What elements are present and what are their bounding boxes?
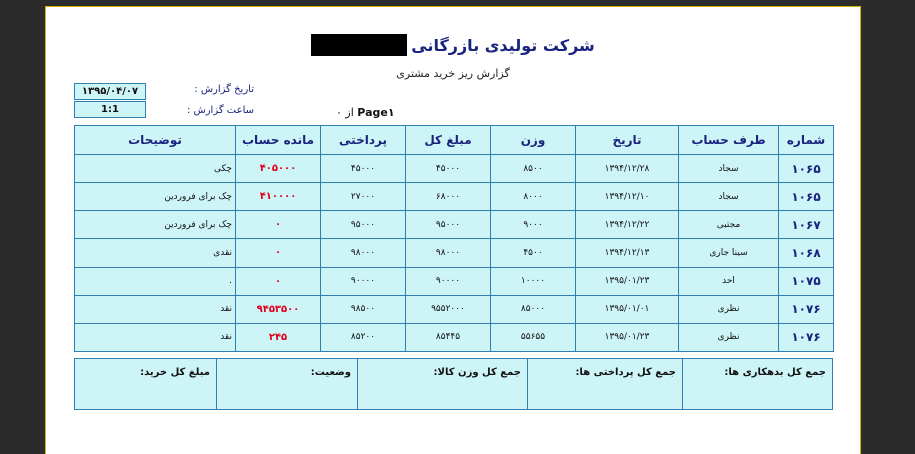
total-weight-label: جمع کل وزن کالا: xyxy=(357,359,527,409)
cell-party: سینا جاری xyxy=(679,239,779,267)
col-header-total: مبلغ کل xyxy=(406,126,491,155)
page-of-label: از xyxy=(345,106,354,119)
col-header-party: طرف حساب xyxy=(679,126,779,155)
cell-party: مجتبی xyxy=(679,211,779,239)
cell-description: چک برای فروردین xyxy=(75,211,236,239)
table-row xyxy=(75,155,834,183)
cell-description: نقدی xyxy=(75,239,236,267)
purchase-table xyxy=(74,125,834,352)
cell-weight: ۵۵۶۵۵ xyxy=(491,323,576,351)
cell-total: ۹۵۵۲۰۰۰ xyxy=(406,295,491,323)
cell-weight: ۸۰۰۰ xyxy=(491,183,576,211)
cell-balance: ۰ xyxy=(236,267,321,295)
cell-paid: ۴۵۰۰۰ xyxy=(321,155,406,183)
cell-description: چک برای فروردین xyxy=(75,183,236,211)
cell-total: ۹۵۰۰۰ xyxy=(406,211,491,239)
cell-party: نظری xyxy=(679,295,779,323)
table-row xyxy=(75,295,834,323)
cell-date: ۱۳۹۴/۱۲/۲۲ xyxy=(576,211,679,239)
report-date-value: ۱۳۹۵/۰۴/۰۷ xyxy=(74,83,146,100)
cell-paid: ۸۵۲۰۰ xyxy=(321,323,406,351)
totals-bar xyxy=(74,358,833,410)
cell-description: . xyxy=(75,267,236,295)
col-header-weight: وزن xyxy=(491,126,576,155)
report-page xyxy=(45,6,861,454)
cell-total: ۴۵۰۰۰ xyxy=(406,155,491,183)
cell-number: ۱۰۶۵ xyxy=(779,183,834,211)
col-header-paid: پرداختی xyxy=(321,126,406,155)
table-row xyxy=(75,211,834,239)
page-indicator xyxy=(336,106,405,119)
page-number: Page۱ xyxy=(357,106,395,119)
cell-balance: ۹۴۵۳۵۰۰ xyxy=(236,295,321,323)
cell-date: ۱۳۹۵/۰۱/۲۳ xyxy=(576,267,679,295)
cell-description: چکی xyxy=(75,155,236,183)
cell-number: ۱۰۶۷ xyxy=(779,211,834,239)
cell-date: ۱۳۹۵/۰۱/۰۱ xyxy=(576,295,679,323)
cell-weight: ۸۵۰۰ xyxy=(491,155,576,183)
cell-paid: ۹۰۰۰۰ xyxy=(321,267,406,295)
cell-date: ۱۳۹۵/۰۱/۲۳ xyxy=(576,323,679,351)
cell-total: ۸۵۴۴۵ xyxy=(406,323,491,351)
cell-number: ۱۰۷۵ xyxy=(779,267,834,295)
report-time-value: 1:1 xyxy=(74,101,146,118)
cell-balance: ۴۰۵۰۰۰ xyxy=(236,155,321,183)
cell-date: ۱۳۹۴/۱۲/۱۰ xyxy=(576,183,679,211)
cell-party: نظری xyxy=(679,323,779,351)
title-area xyxy=(46,34,860,56)
cell-weight: ۱۰۰۰۰ xyxy=(491,267,576,295)
redacted-block xyxy=(311,34,407,56)
col-header-number: شماره xyxy=(779,126,834,155)
cell-paid: ۲۷۰۰۰ xyxy=(321,183,406,211)
cell-balance: ۰ xyxy=(236,211,321,239)
col-header-description: توضیحات xyxy=(75,126,236,155)
total-purchase-label: مبلغ کل خرید: xyxy=(140,367,210,378)
cell-description: نقد xyxy=(75,295,236,323)
cell-paid: ۹۵۰۰۰ xyxy=(321,211,406,239)
cell-balance: ۲۴۵ xyxy=(236,323,321,351)
cell-number: ۱۰۶۸ xyxy=(779,239,834,267)
report-date-label: تاریخ گزارش : xyxy=(194,84,254,95)
report-time-label: ساعت گزارش : xyxy=(186,105,254,116)
cell-total: ۹۸۰۰۰ xyxy=(406,239,491,267)
report-subtitle: گزارش ریز خرید مشتری xyxy=(396,67,510,80)
cell-number: ۱۰۷۶ xyxy=(779,295,834,323)
table-row xyxy=(75,239,834,267)
cell-number: ۱۰۶۵ xyxy=(779,155,834,183)
cell-paid: ۹۸۰۰۰ xyxy=(321,239,406,267)
cell-party: سجاد xyxy=(679,183,779,211)
cell-party: احد xyxy=(679,267,779,295)
cell-party: سجاد xyxy=(679,155,779,183)
cell-weight: ۹۰۰۰ xyxy=(491,211,576,239)
cell-weight: ۸۵۰۰۰ xyxy=(491,295,576,323)
total-debt-label: جمع کل بدهکاری ها: xyxy=(682,359,832,409)
company-title: شرکت تولیدی بازرگانی xyxy=(411,35,595,55)
status-label: وضعیت: xyxy=(216,359,357,409)
total-payments-label: جمع کل پرداختی ها: xyxy=(527,359,682,409)
col-header-date: تاریخ xyxy=(576,126,679,155)
table-row xyxy=(75,267,834,295)
cell-total: ۶۸۰۰۰ xyxy=(406,183,491,211)
table-row xyxy=(75,323,834,351)
table-header-row xyxy=(75,126,834,155)
cell-date: ۱۳۹۴/۱۲/۲۸ xyxy=(576,155,679,183)
cell-balance: ۰ xyxy=(236,239,321,267)
cell-date: ۱۳۹۴/۱۲/۱۳ xyxy=(576,239,679,267)
cell-paid: ۹۸۵۰۰ xyxy=(321,295,406,323)
page-total: ۰ xyxy=(336,106,342,119)
cell-description: نقد xyxy=(75,323,236,351)
col-header-balance: مانده حساب xyxy=(236,126,321,155)
cell-number: ۱۰۷۶ xyxy=(779,323,834,351)
table-row xyxy=(75,183,834,211)
cell-balance: ۴۱۰۰۰۰ xyxy=(236,183,321,211)
cell-weight: ۴۵۰۰ xyxy=(491,239,576,267)
cell-total: ۹۰۰۰۰ xyxy=(406,267,491,295)
